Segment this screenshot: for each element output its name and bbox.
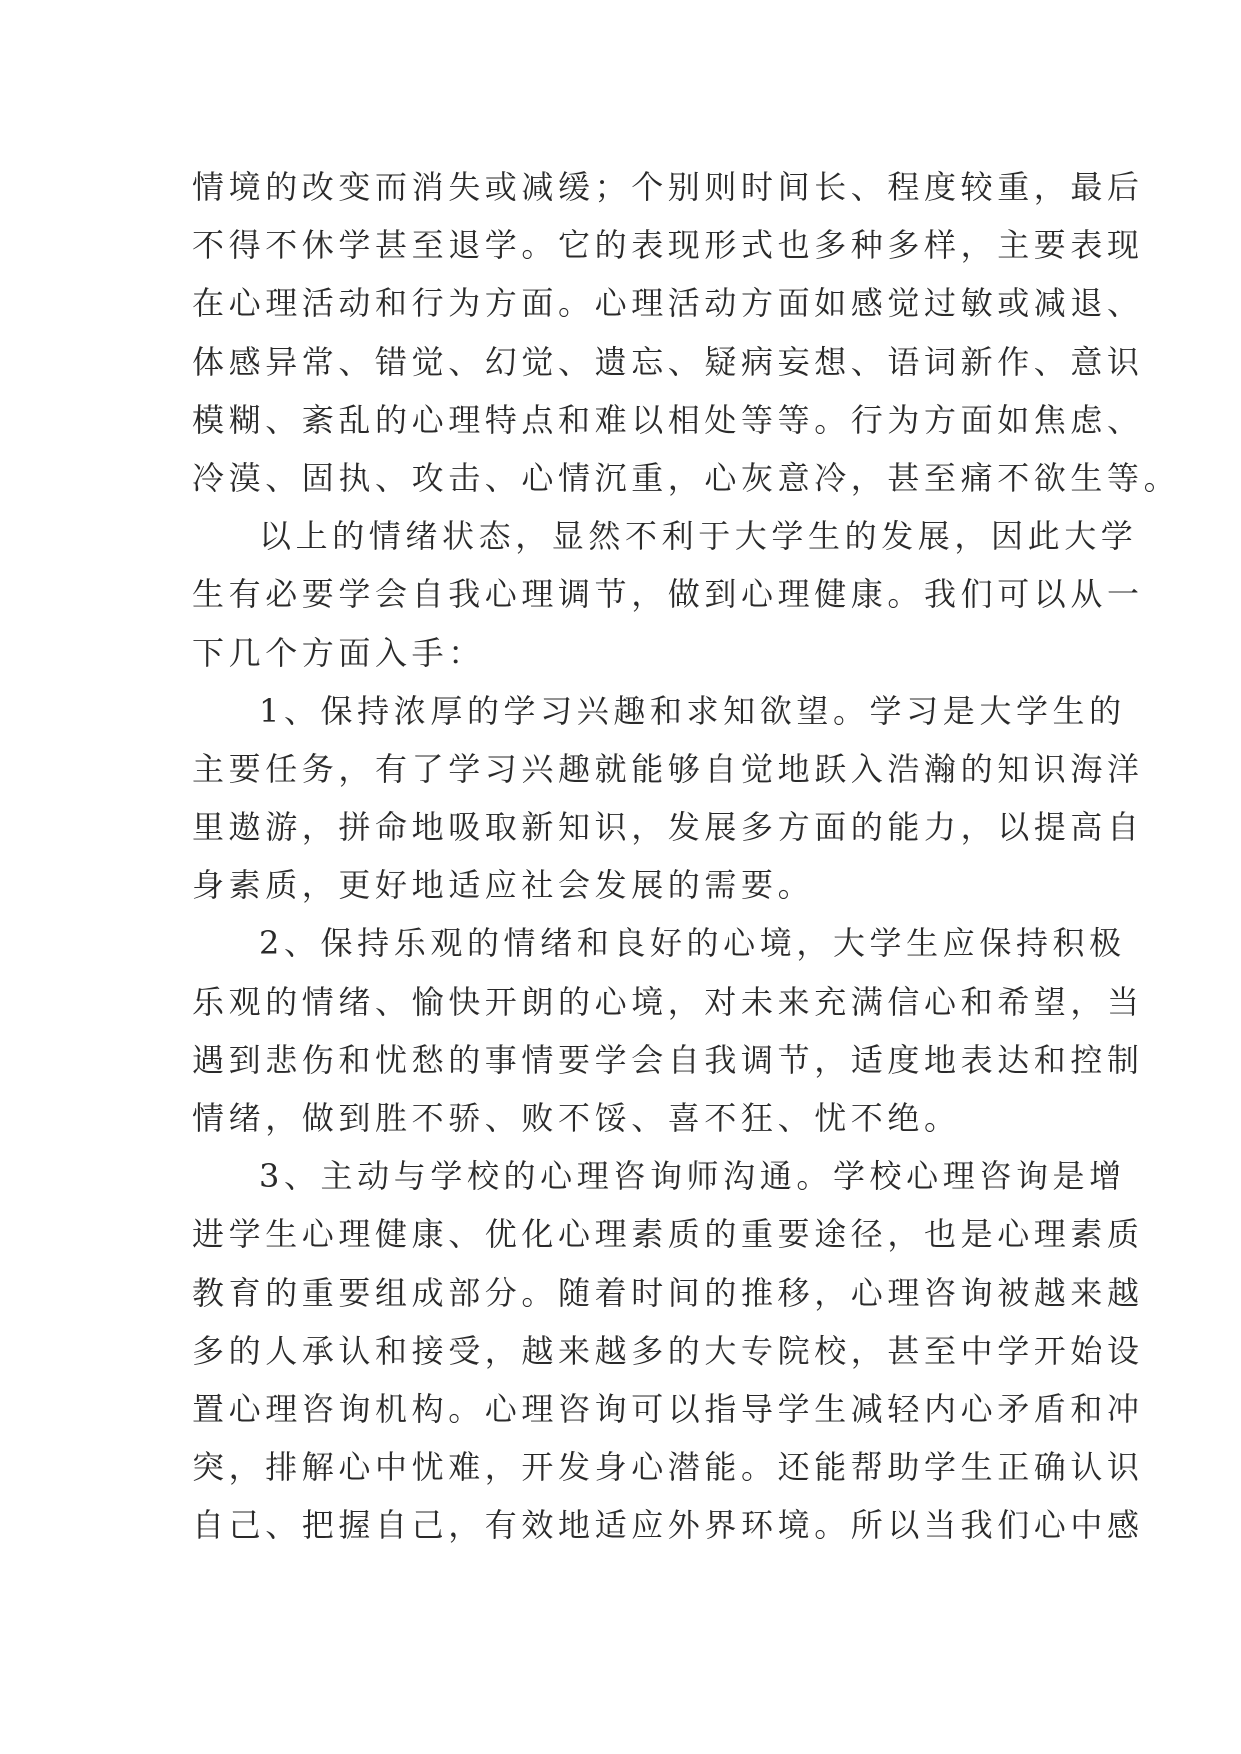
- text-line: 下几个方面入手：: [192, 633, 485, 672]
- text-line: 教育的重要组成部分。随着时间的推移，心理咨询被越来越: [192, 1273, 1144, 1312]
- text-line: 突，排解心中忧难，开发身心潜能。还能帮助学生正确认识: [192, 1448, 1144, 1487]
- paragraph-first-line: 3、主动与学校的心理咨询师沟通。学校心理咨询是增: [259, 1157, 1126, 1196]
- text-line: 进学生心理健康、优化心理素质的重要途径，也是心理素质: [192, 1215, 1144, 1254]
- text-line: 主要任务，有了学习兴趣就能够自觉地跃入浩瀚的知识海洋: [192, 749, 1144, 788]
- text-line: 身素质，更好地适应社会发展的需要。: [192, 866, 815, 905]
- paragraph-first-line: 以上的情绪状态，显然不利于大学生的发展，因此大学: [259, 517, 1138, 556]
- text-line: 体感异常、错觉、幻觉、遗忘、疑病妄想、语词新作、意识: [192, 342, 1144, 381]
- text-line: 不得不休学甚至退学。它的表现形式也多种多样，主要表现: [192, 226, 1144, 265]
- text-line: 里遨游，拼命地吸取新知识，发展多方面的能力，以提高自: [192, 808, 1144, 847]
- text-line: 情境的改变而消失或减缓；个别则时间长、程度较重，最后: [192, 168, 1144, 206]
- text-line: 多的人承认和接受，越来越多的大专院校，甚至中学开始设: [192, 1331, 1144, 1370]
- body-text: [192, 158, 1181, 1555]
- paragraph-first-line: 2、保持乐观的情绪和良好的心境，大学生应保持积极: [259, 924, 1126, 963]
- text-line: 冷漠、固执、攻击、心情沉重，心灰意冷，甚至痛不欲生等。: [192, 458, 1181, 497]
- paragraph-first-line: 1、保持浓厚的学习兴趣和求知欲望。学习是大学生的: [259, 691, 1126, 730]
- text-line: 生有必要学会自我心理调节，做到心理健康。我们可以从一: [192, 575, 1144, 614]
- text-line: 遇到悲伤和忧愁的事情要学会自我调节，适度地表达和控制: [192, 1040, 1144, 1079]
- text-line: 在心理活动和行为方面。心理活动方面如感觉过敏或减退、: [192, 284, 1144, 323]
- text-line: 情绪，做到胜不骄、败不馁、喜不狂、忧不绝。: [192, 1099, 961, 1137]
- text-line: 乐观的情绪、愉快开朗的心境，对未来充满信心和希望，当: [192, 982, 1144, 1021]
- text-line: 自己、把握自己，有效地适应外界环境。所以当我们心中感: [192, 1506, 1144, 1545]
- text-line: 置心理咨询机构。心理咨询可以指导学生减轻内心矛盾和冲: [192, 1389, 1144, 1428]
- text-line: 模糊、紊乱的心理特点和难以相处等等。行为方面如焦虑、: [192, 400, 1144, 439]
